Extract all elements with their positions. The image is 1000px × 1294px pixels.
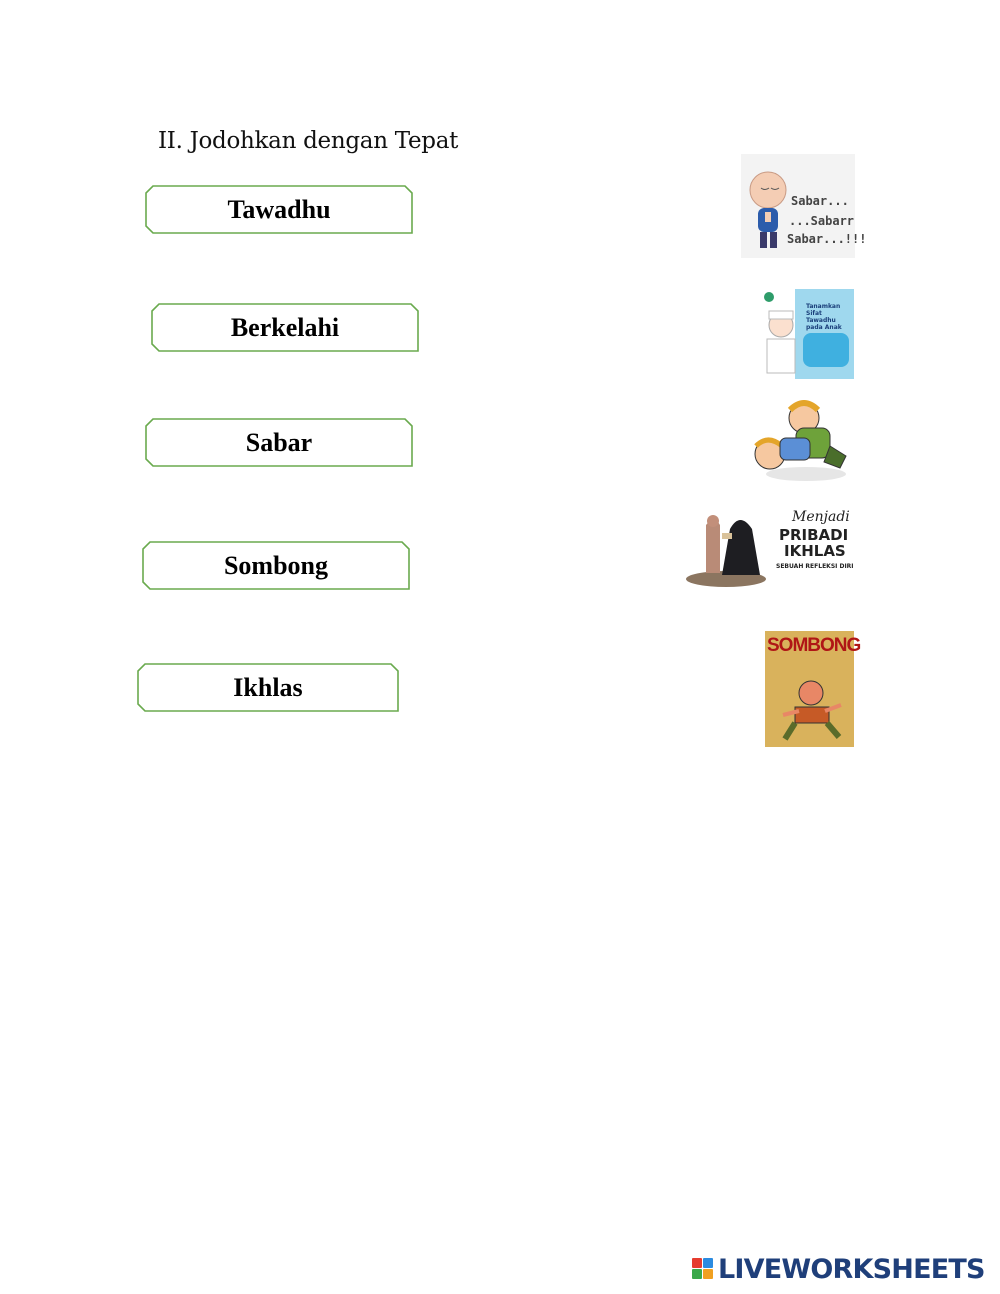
word-label-berkelahi: Berkelahi [230,312,340,342]
sabar-line-3: Sabar...!!! [787,232,867,246]
word-label-tawadhu: Tawadhu [227,194,331,224]
word-box-sombong[interactable] [142,541,410,590]
image-berkelahi[interactable] [740,398,854,484]
sabar-line-2: ...Sabarr [789,214,855,228]
word-label-sabar: Sabar [245,427,313,457]
sombong-heading: SOMBONG [767,635,861,656]
tawadhu-heading: Tanamkan Sifat Tawadhu pada Anak [806,303,842,331]
image-ikhlas[interactable] [686,505,854,589]
fighting-kids-illustration [740,398,854,484]
logo-blocks-icon [692,1258,714,1280]
image-sombong[interactable] [765,631,861,747]
ikhlas-line-2: PRIBADI [779,526,849,544]
image-tawadhu[interactable] [759,289,854,379]
page-title: II. Jodohkan dengan Tepat [158,128,459,154]
sabar-line-1: Sabar... [791,194,849,208]
ikhlas-line-4: SEBUAH REFLEKSI DIRI [776,563,854,570]
word-box-tawadhu[interactable] [145,185,413,234]
ikhlas-line-3: IKHLAS [784,542,846,560]
word-box-sabar[interactable] [145,418,413,467]
logo-text: LIVEWORKSHEETS [718,1253,985,1285]
liveworksheets-logo [692,1252,985,1286]
word-label-ikhlas: Ikhlas [233,672,303,702]
word-box-ikhlas[interactable] [137,663,399,712]
image-sabar[interactable] [741,154,867,258]
word-box-berkelahi[interactable] [151,303,419,352]
ikhlas-line-1: Menjadi [792,509,850,525]
word-label-sombong: Sombong [223,550,329,580]
